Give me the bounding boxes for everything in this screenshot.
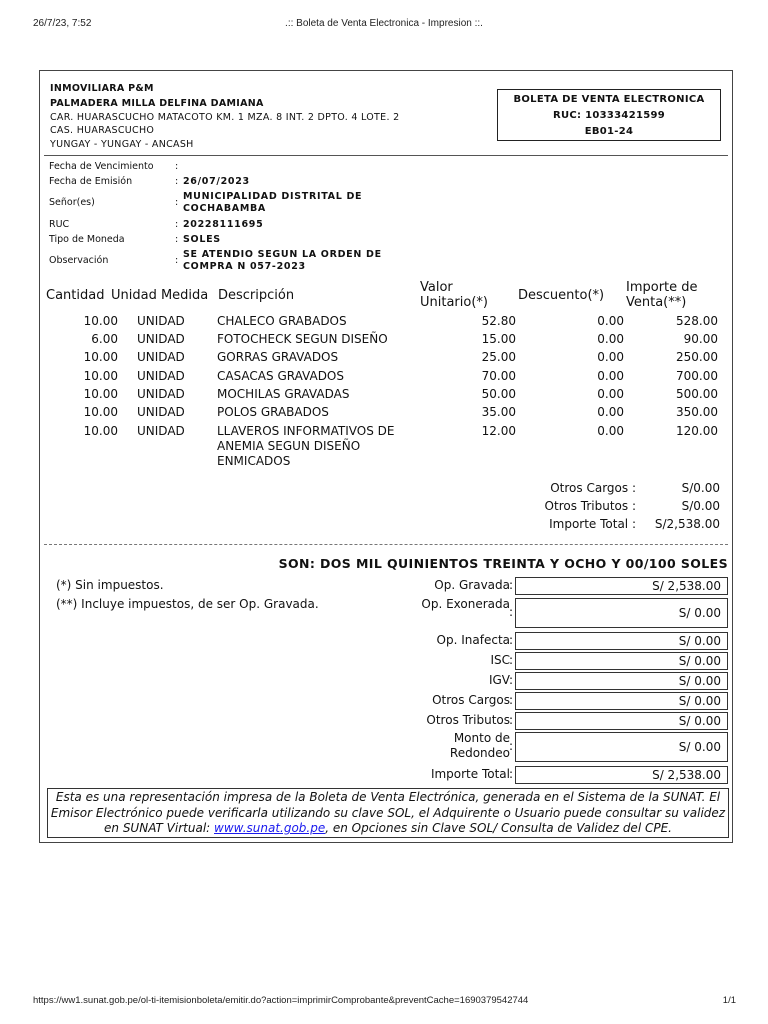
total-value: S/ 0.00 [515, 672, 728, 690]
sunat-link[interactable]: www.sunat.gob.pe [214, 821, 326, 835]
total-value: S/ 0.00 [515, 692, 728, 710]
issuer-address [50, 111, 399, 137]
col-header-description: Descripción [218, 288, 295, 303]
cell-quantity: 6.00 [91, 332, 118, 346]
total-label: IGV [488, 673, 510, 687]
document-id-box [497, 89, 721, 141]
meta-value: 26/07/2023 [183, 176, 250, 187]
print-page-number: 1/1 [722, 995, 736, 1006]
cell-unit-price: 25.00 [481, 350, 516, 364]
cell-amount: 90.00 [683, 332, 718, 346]
col-header-discount: Descuento(*) [518, 288, 605, 303]
cell-unit-price: 12.00 [481, 424, 516, 438]
summary-value: S/0.00 [681, 481, 720, 495]
total-label: Op. Gravada [434, 578, 510, 592]
total-label: Op. Exonerada [421, 597, 510, 611]
note-without-taxes: (*) Sin impuestos. [56, 578, 164, 592]
total-value: S/ 0.00 [515, 598, 728, 628]
issuer-name: PALMADERA MILLA DELFINA DAMIANA [50, 98, 264, 109]
cell-unit: UNIDAD [137, 350, 185, 364]
amount-in-words: SON: DOS MIL QUINIENTOS TREINTA Y OCHO Y 00/100 SOLES [278, 556, 728, 571]
total-value: S/ 0.00 [515, 632, 728, 650]
issuer-ruc: RUC: 10333421599 [553, 110, 665, 121]
issuer-block [50, 81, 399, 152]
print-url: https://ww1.sunat.gob.pe/ol-ti-itemisionboleta/emitir.do?action=imprimirComprobante&preventCache=1690379542744 [33, 995, 529, 1006]
meta-label: Tipo de Moneda [49, 234, 125, 245]
cell-unit-price: 52.80 [481, 314, 516, 328]
cell-amount: 120.00 [676, 424, 718, 438]
cell-description: CHALECO GRABADOS [217, 314, 347, 328]
summary-label: Importe Total : [549, 517, 636, 531]
total-value: S/ 2,538.00 [515, 766, 728, 784]
cell-discount: 0.00 [597, 350, 624, 364]
cell-amount: 700.00 [676, 369, 718, 383]
cell-description: CASACAS GRAVADOS [217, 369, 344, 383]
legal-notice [47, 788, 729, 838]
document-number: EB01-24 [584, 126, 634, 137]
cell-unit-price: 50.00 [481, 387, 516, 401]
issuer-address-line-2: CAS. HUARASCUCHO [50, 125, 155, 136]
meta-value: SOLES [183, 234, 221, 245]
summary-value: S/0.00 [681, 499, 720, 513]
issuer-trade-name: INMOVILIARA P&M [50, 83, 154, 94]
col-header-unit: Unidad Medida [111, 288, 209, 303]
meta-value: SE ATENDIO SEGUN LA ORDEN DE COMPRA N 057-2023 [183, 249, 382, 272]
total-value: S/ 0.00 [515, 652, 728, 670]
cell-unit: UNIDAD [137, 332, 185, 346]
cell-amount: 500.00 [676, 387, 718, 401]
meta-label: Fecha de Emisión [49, 176, 133, 187]
print-page-title: .:: Boleta de Venta Electronica - Impresion ::. [285, 18, 483, 29]
col-header-unit-price: Valor Unitario(*) [420, 280, 488, 310]
legal-text-end: , en Opciones sin Clave SOL/ Consulta de Validez del CPE. [325, 821, 672, 835]
summary-value: S/2,538.00 [654, 517, 720, 531]
summary-label: Otros Cargos : [550, 481, 636, 495]
cell-description: LLAVEROS INFORMATIVOS DE ANEMIA SEGUN DISEÑO ENMICADOS [217, 424, 395, 468]
legal-text: Esta es una representación impresa de la Boleta de Venta Electrónica, generada en el Sistema de la SUNAT. El Emisor Electrónico puede verificarla utilizando su clave SOL, el Adquirente o Usuario puede consultar su validez en SUNAT Virtual: [50, 790, 726, 835]
cell-description: MOCHILAS GRAVADAS [217, 387, 350, 401]
total-value: S/ 2,538.00 [515, 577, 728, 595]
cell-discount: 0.00 [597, 387, 624, 401]
meta-value: MUNICIPALIDAD DISTRITAL DE COCHABAMBA [183, 191, 363, 214]
meta-label: Observación [49, 255, 109, 266]
total-value: S/ 0.00 [515, 732, 728, 762]
cell-discount: 0.00 [597, 369, 624, 383]
cell-unit: UNIDAD [137, 405, 185, 419]
invoice-document: INMOVILIARA P&M PALMADERA MILLA DELFINA DAMIANA CAR. HUARASCUCHO MATACOTO KM. 1 MZA. 8 INT. 2 DPTO. 4 LOTE. 2 CAS. HUARASCUCHO YUNGAY - YUNGAY - ANCASH BOLETA DE VENTA ELECTRONICA RUC: 10333421599 EB01-24 Fecha de Vencimiento : Fecha de Emisión : 26/07/2023 Señor(es) : MUNICIPALIDAD DISTRITAL DE COCHABAMBA RUC : 20228111695 Tipo de Moneda : SOLES Observación : SE ATENDIO SEGUN LA ORDEN DE COMPRA N 057-2023 Cantidad Unidad Medida Descripción Valor Unitario(*) Descuento(*) Importe de Venta(**) 10.00 UNIDAD CHALECO GRABADOS 52.80 0.00 528.00 6.00 UNIDAD FOTOCHECK SEGUN DISEÑO 15.00 0.00 90.00 10.00 UNIDAD GORRAS GRAVADOS 25.00 0.00 250.00 10.00 UNIDAD CASACAS GRAVADOS 70.00 0.00 700.00 10.00 UNIDAD MOCHILAS GRAVADAS 50.00 0.00 500.00 10.00 UNIDAD POLOS GRABADOS 35.00 0.00 350.00 10.00 UNIDAD LLAVEROS INFORMATIVOS DE ANEMIA SEGUN DISEÑO ENMICADOS 12.00 0.00 120.00 Otros Cargos : S/0.00 Otros Tributos : S/0.00 Importe Total : S/2,538.00 SON: DOS MIL QUINIENTOS TREINTA Y OCHO Y 00/100 SOLES (*) Sin impuestos. (**) Incluye impuestos, de ser Op. Gravada. Op. Gravada : S/ 2,538.00 Op. Exonerada : S/ 0.00 Op. Inafecta : S/ 0.00 ISC : S/ 0.00 IGV : S/ 0.00 Otros Cargos : S/ 0.00 Otros Tributos : S/ 0.00 Monto de Redondeo : S/ 0.00 Importe Total : S/ 2,538.00 Esta es una representación impresa de la Boleta de Venta Electrónica, generada en el Sistema de la SUNAT. El Emisor Electrónico puede verificarla utilizando su clave SOL, el Adquirente o Usuario puede consultar su validez en SUNAT Virtual: www.sunat.gob.pe, en Opciones sin Clave SOL/ Consulta de Validez del CPE. [39, 70, 733, 843]
cell-unit: UNIDAD [137, 424, 185, 438]
total-label: Op. Inafecta [436, 633, 510, 647]
total-label: Monto de Redondeo [449, 731, 510, 760]
cell-description: GORRAS GRAVADOS [217, 350, 339, 364]
meta-label: Señor(es) [49, 197, 95, 208]
cell-unit-price: 35.00 [481, 405, 516, 419]
cell-discount: 0.00 [597, 332, 624, 346]
cell-unit: UNIDAD [137, 369, 185, 383]
divider [44, 544, 728, 545]
issuer-location: YUNGAY - YUNGAY - ANCASH [50, 139, 194, 150]
cell-amount: 528.00 [676, 314, 718, 328]
meta-label: Fecha de Vencimiento [49, 161, 154, 172]
cell-quantity: 10.00 [83, 314, 118, 328]
total-label: Importe Total [430, 767, 510, 781]
summary-label: Otros Tributos : [544, 499, 636, 513]
cell-quantity: 10.00 [83, 387, 118, 401]
col-header-amount: Importe de Venta(**) [626, 280, 698, 310]
cell-quantity: 10.00 [83, 424, 118, 438]
total-label: Otros Cargos [432, 693, 510, 707]
cell-amount: 250.00 [676, 350, 718, 364]
cell-quantity: 10.00 [83, 369, 118, 383]
total-label: Otros Tributos [426, 713, 510, 727]
cell-unit: UNIDAD [137, 387, 185, 401]
cell-discount: 0.00 [597, 314, 624, 328]
cell-quantity: 10.00 [83, 405, 118, 419]
issuer-address-line-1: CAR. HUARASCUCHO MATACOTO KM. 1 MZA. 8 INT. 2 DPTO. 4 LOTE. 2 [50, 112, 400, 123]
cell-discount: 0.00 [597, 405, 624, 419]
divider [44, 155, 728, 156]
print-datetime: 26/7/23, 7:52 [33, 18, 92, 29]
meta-value: 20228111695 [183, 219, 264, 230]
meta-label: RUC [49, 219, 70, 230]
cell-unit: UNIDAD [137, 314, 185, 328]
note-with-taxes: (**) Incluye impuestos, de ser Op. Gravada. [56, 597, 319, 611]
cell-description: FOTOCHECK SEGUN DISEÑO [217, 332, 388, 346]
total-label: ISC [490, 653, 510, 667]
total-value: S/ 0.00 [515, 712, 728, 730]
cell-unit-price: 15.00 [481, 332, 516, 346]
cell-amount: 350.00 [676, 405, 718, 419]
col-header-quantity: Cantidad [46, 288, 105, 303]
cell-unit-price: 70.00 [481, 369, 516, 383]
document-type: BOLETA DE VENTA ELECTRONICA [513, 94, 705, 105]
cell-quantity: 10.00 [83, 350, 118, 364]
cell-description: POLOS GRABADOS [217, 405, 329, 419]
cell-discount: 0.00 [597, 424, 624, 438]
